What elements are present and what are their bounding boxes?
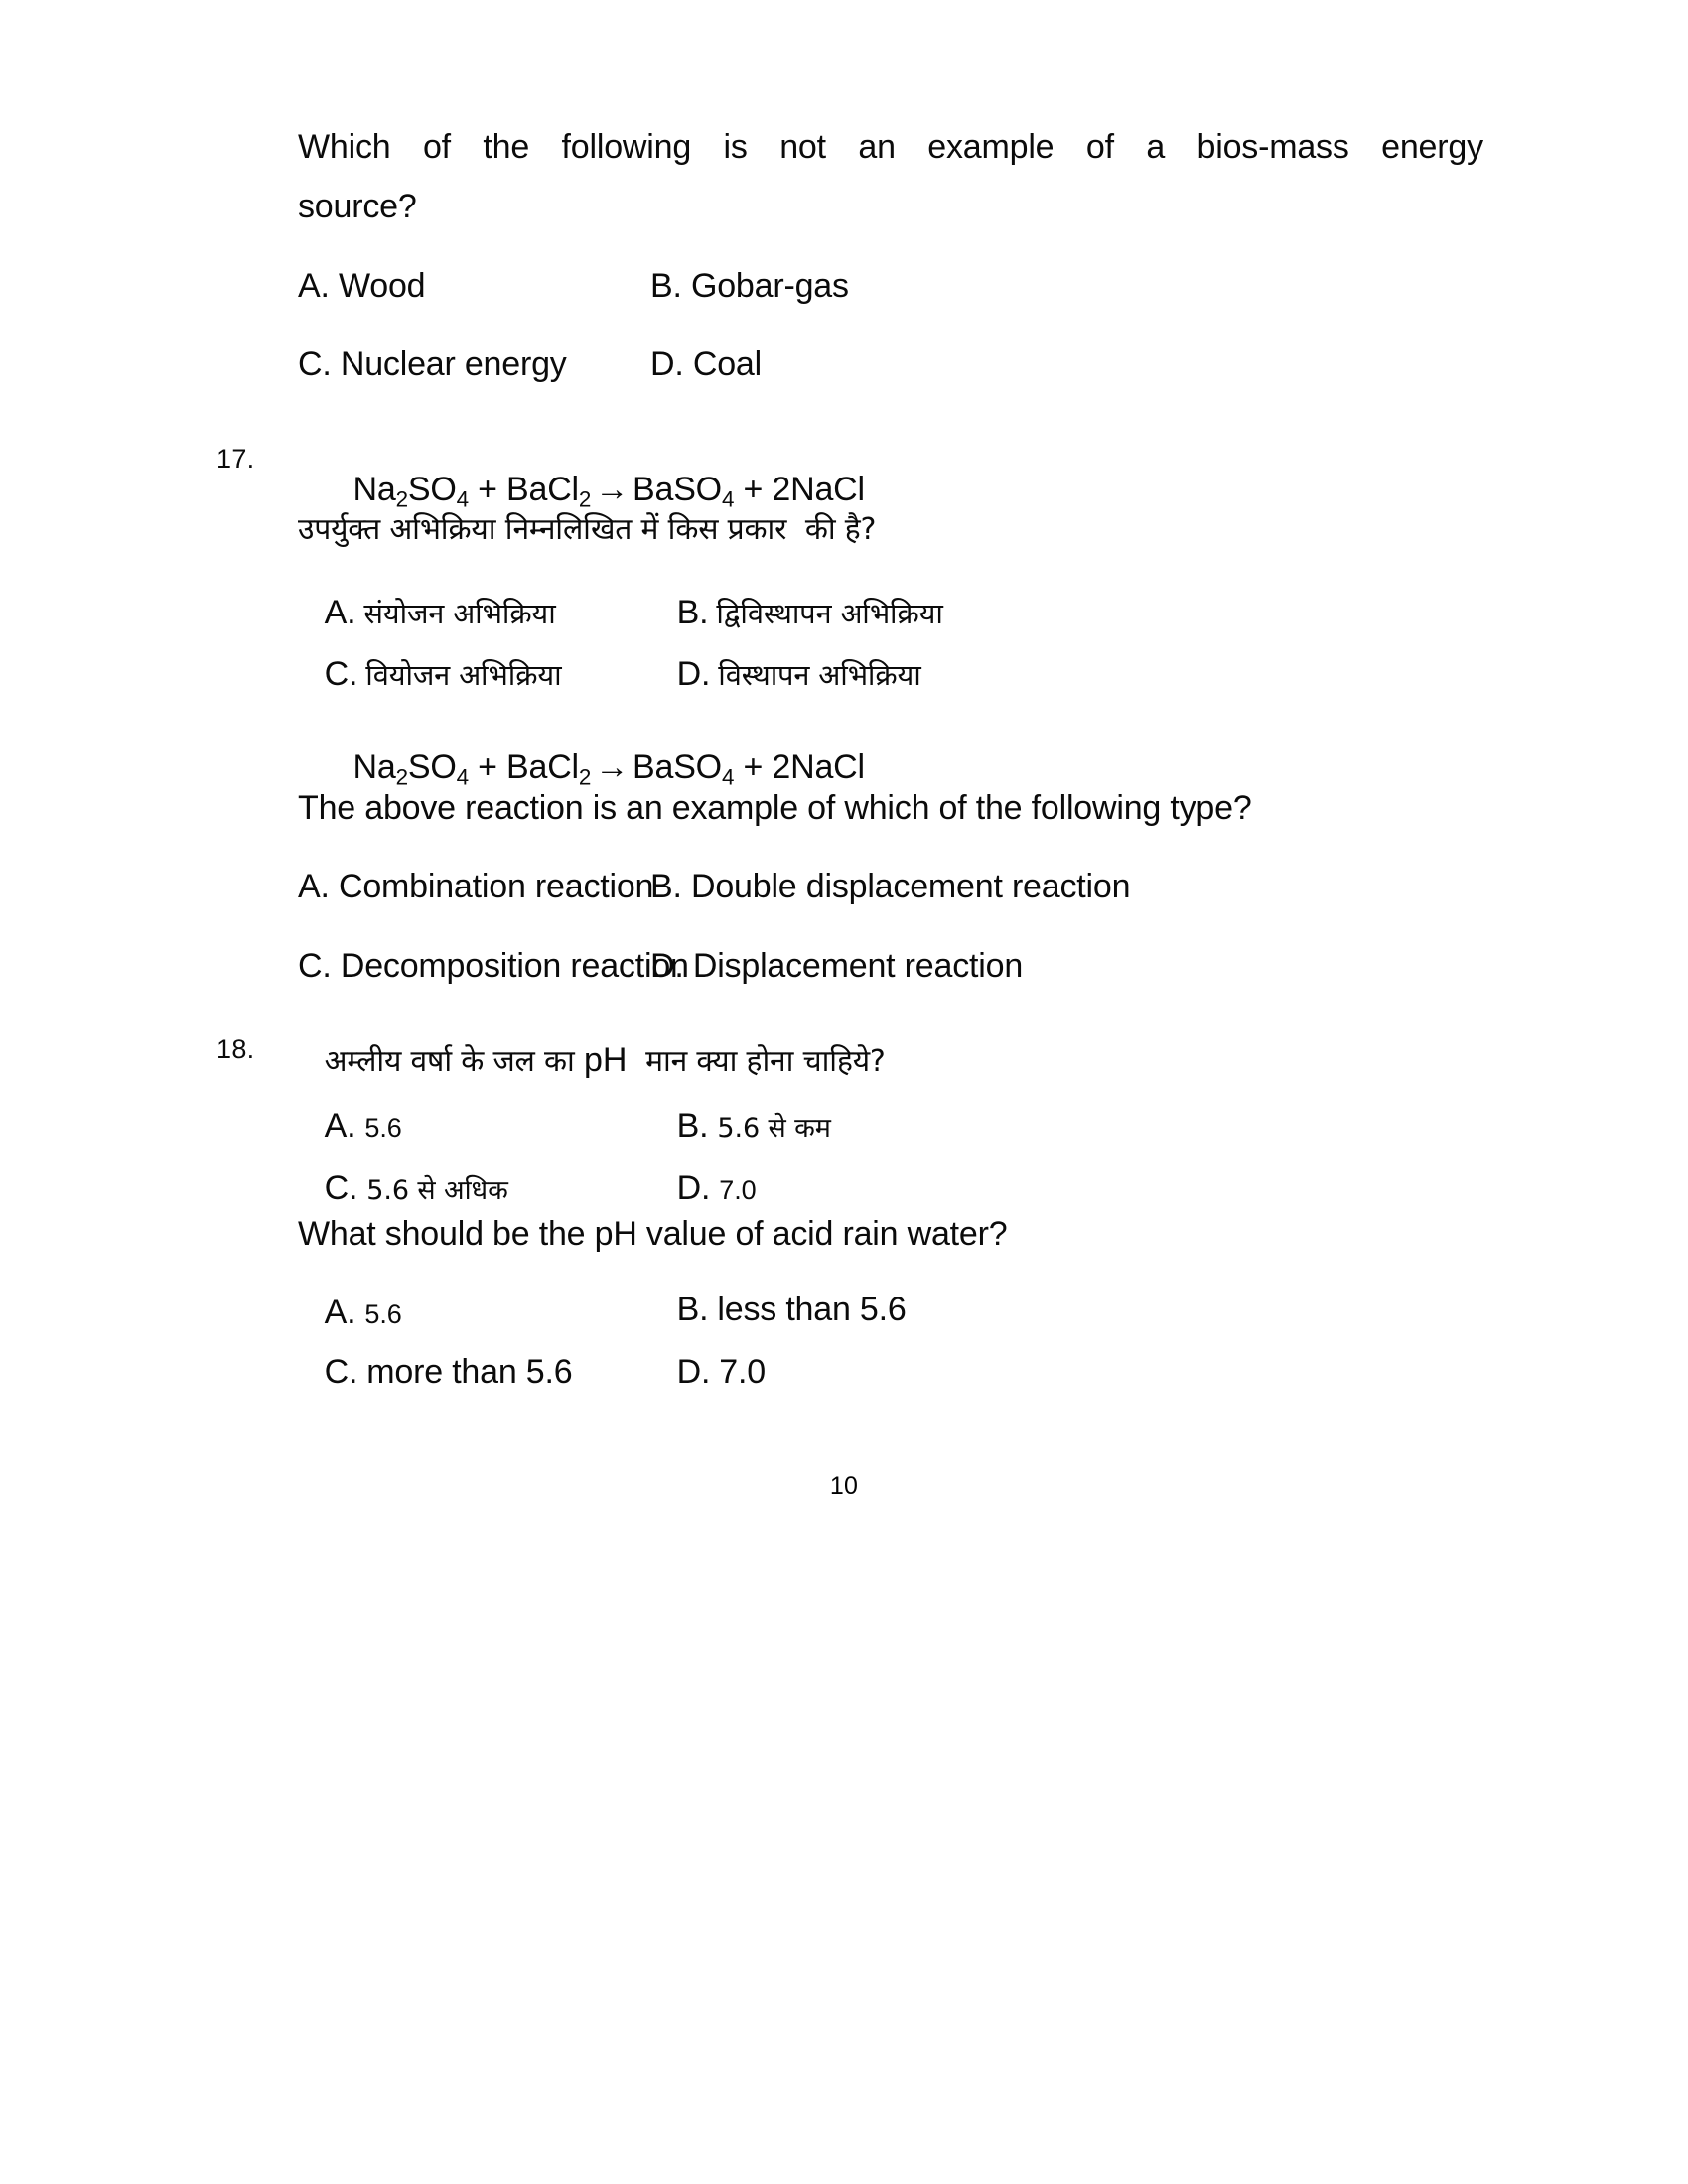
reaction-arrow-icon: → — [595, 748, 630, 786]
question-stem-line-1: Which of the following is not an example of a bios-mass energy — [298, 128, 1483, 166]
question-number-18: 18. — [216, 1034, 255, 1064]
equation-plus-1: + — [468, 470, 507, 508]
question-18-option-a-hindi[interactable] — [298, 1092, 402, 1160]
option-b[interactable]: B. Gobar-gas — [650, 267, 849, 305]
option-letter: C. — [324, 1352, 358, 1391]
equation-reactant-2: BaCl$_2$ — [506, 470, 592, 511]
question-18-stem-hindi — [298, 1026, 886, 1095]
option-letter: B. — [676, 593, 709, 631]
option-a[interactable]: A. Wood — [298, 267, 426, 305]
option-text: द्विविस्थापन अभिक्रिया — [716, 596, 943, 630]
question-18-option-a-english[interactable] — [298, 1279, 402, 1347]
equation-product-2: 2NaCl — [772, 470, 865, 508]
question-17-option-b-hindi[interactable] — [650, 579, 943, 647]
equation-product-2: 2NaCl — [772, 748, 865, 786]
option-letter: B. — [676, 1106, 709, 1145]
option-text: 5.6 — [364, 1112, 402, 1143]
option-letter: D. — [676, 654, 711, 693]
option-letter: A. — [324, 1106, 356, 1145]
option-text: संयोजन अभिक्रिया — [363, 596, 556, 630]
equation-product-1: BaSO$_4$ — [633, 748, 735, 789]
option-letter: C. — [324, 654, 358, 693]
question-17-stem-hindi: उपर्युक्त अभिक्रिया निम्नलिखित में किस प्रकार की है? — [298, 512, 877, 547]
option-text: more than 5.6 — [366, 1352, 573, 1391]
question-17-option-a-hindi[interactable] — [298, 579, 556, 647]
question-17-option-d-english[interactable]: D. Displacement reaction — [650, 947, 1024, 985]
question-17-option-c-hindi[interactable] — [298, 640, 561, 709]
stem-hindi-part-2: मान क्या होना चाहिये? — [627, 1043, 886, 1079]
question-17-option-b-english[interactable]: B. Double displacement reaction — [650, 868, 1131, 905]
question-18-option-d-hindi[interactable] — [650, 1155, 757, 1223]
question-18-option-c-english[interactable] — [298, 1338, 572, 1407]
question-17-stem-english: The above reaction is an example of which of the following type? — [298, 789, 1252, 827]
question-17-option-c-english[interactable]: C. Decomposition reaction — [298, 947, 689, 985]
question-17-option-a-english[interactable]: A. Combination reaction — [298, 868, 654, 905]
equation-product-1: BaSO$_4$ — [633, 470, 735, 511]
equation-reactant-2: BaCl$_2$ — [506, 748, 592, 789]
equation-reactant-1: $Na_2SO_4$ — [352, 748, 469, 789]
option-c[interactable]: C. Nuclear energy — [298, 345, 567, 383]
equation-plus-2: + — [734, 470, 773, 508]
option-text: 5.6 से कम — [717, 1112, 831, 1144]
equation-reactant-1: $Na_2SO_4$ — [352, 470, 469, 511]
question-stem-line-2: source? — [298, 188, 417, 225]
question-17-option-d-hindi[interactable] — [650, 640, 921, 709]
question-18-option-b-hindi[interactable] — [650, 1092, 831, 1160]
option-text: विस्थापन अभिक्रिया — [718, 657, 921, 692]
page-number: 10 — [829, 1472, 859, 1500]
reaction-arrow-icon: → — [595, 470, 630, 508]
option-letter: C. — [324, 1168, 358, 1207]
equation-plus-1: + — [468, 748, 507, 786]
question-18-stem-english: What should be the pH value of acid rain water? — [298, 1215, 1008, 1253]
ph-label: pH — [583, 1040, 628, 1079]
option-text: 7.0 — [719, 1174, 757, 1205]
option-d[interactable]: D. Coal — [650, 345, 762, 383]
option-letter: A. — [324, 1293, 356, 1331]
equation-plus-2: + — [734, 748, 773, 786]
question-18-option-d-english[interactable] — [650, 1338, 766, 1407]
option-letter: B. — [676, 1290, 709, 1328]
question-18-option-c-hindi[interactable] — [298, 1155, 508, 1223]
option-text: 7.0 — [719, 1352, 766, 1391]
option-letter: D. — [676, 1352, 711, 1391]
question-18-option-b-english[interactable] — [650, 1276, 907, 1344]
option-text: 5.6 — [364, 1298, 402, 1329]
option-text: वियोजन अभिक्रिया — [365, 657, 562, 692]
stem-hindi-part-1: अम्लीय वर्षा के जल का — [324, 1043, 584, 1079]
option-letter: D. — [676, 1168, 711, 1207]
question-number-17: 17. — [216, 444, 255, 474]
option-text: 5.6 से अधिक — [366, 1174, 508, 1206]
option-text: less than 5.6 — [717, 1290, 907, 1328]
option-letter: A. — [324, 593, 356, 631]
